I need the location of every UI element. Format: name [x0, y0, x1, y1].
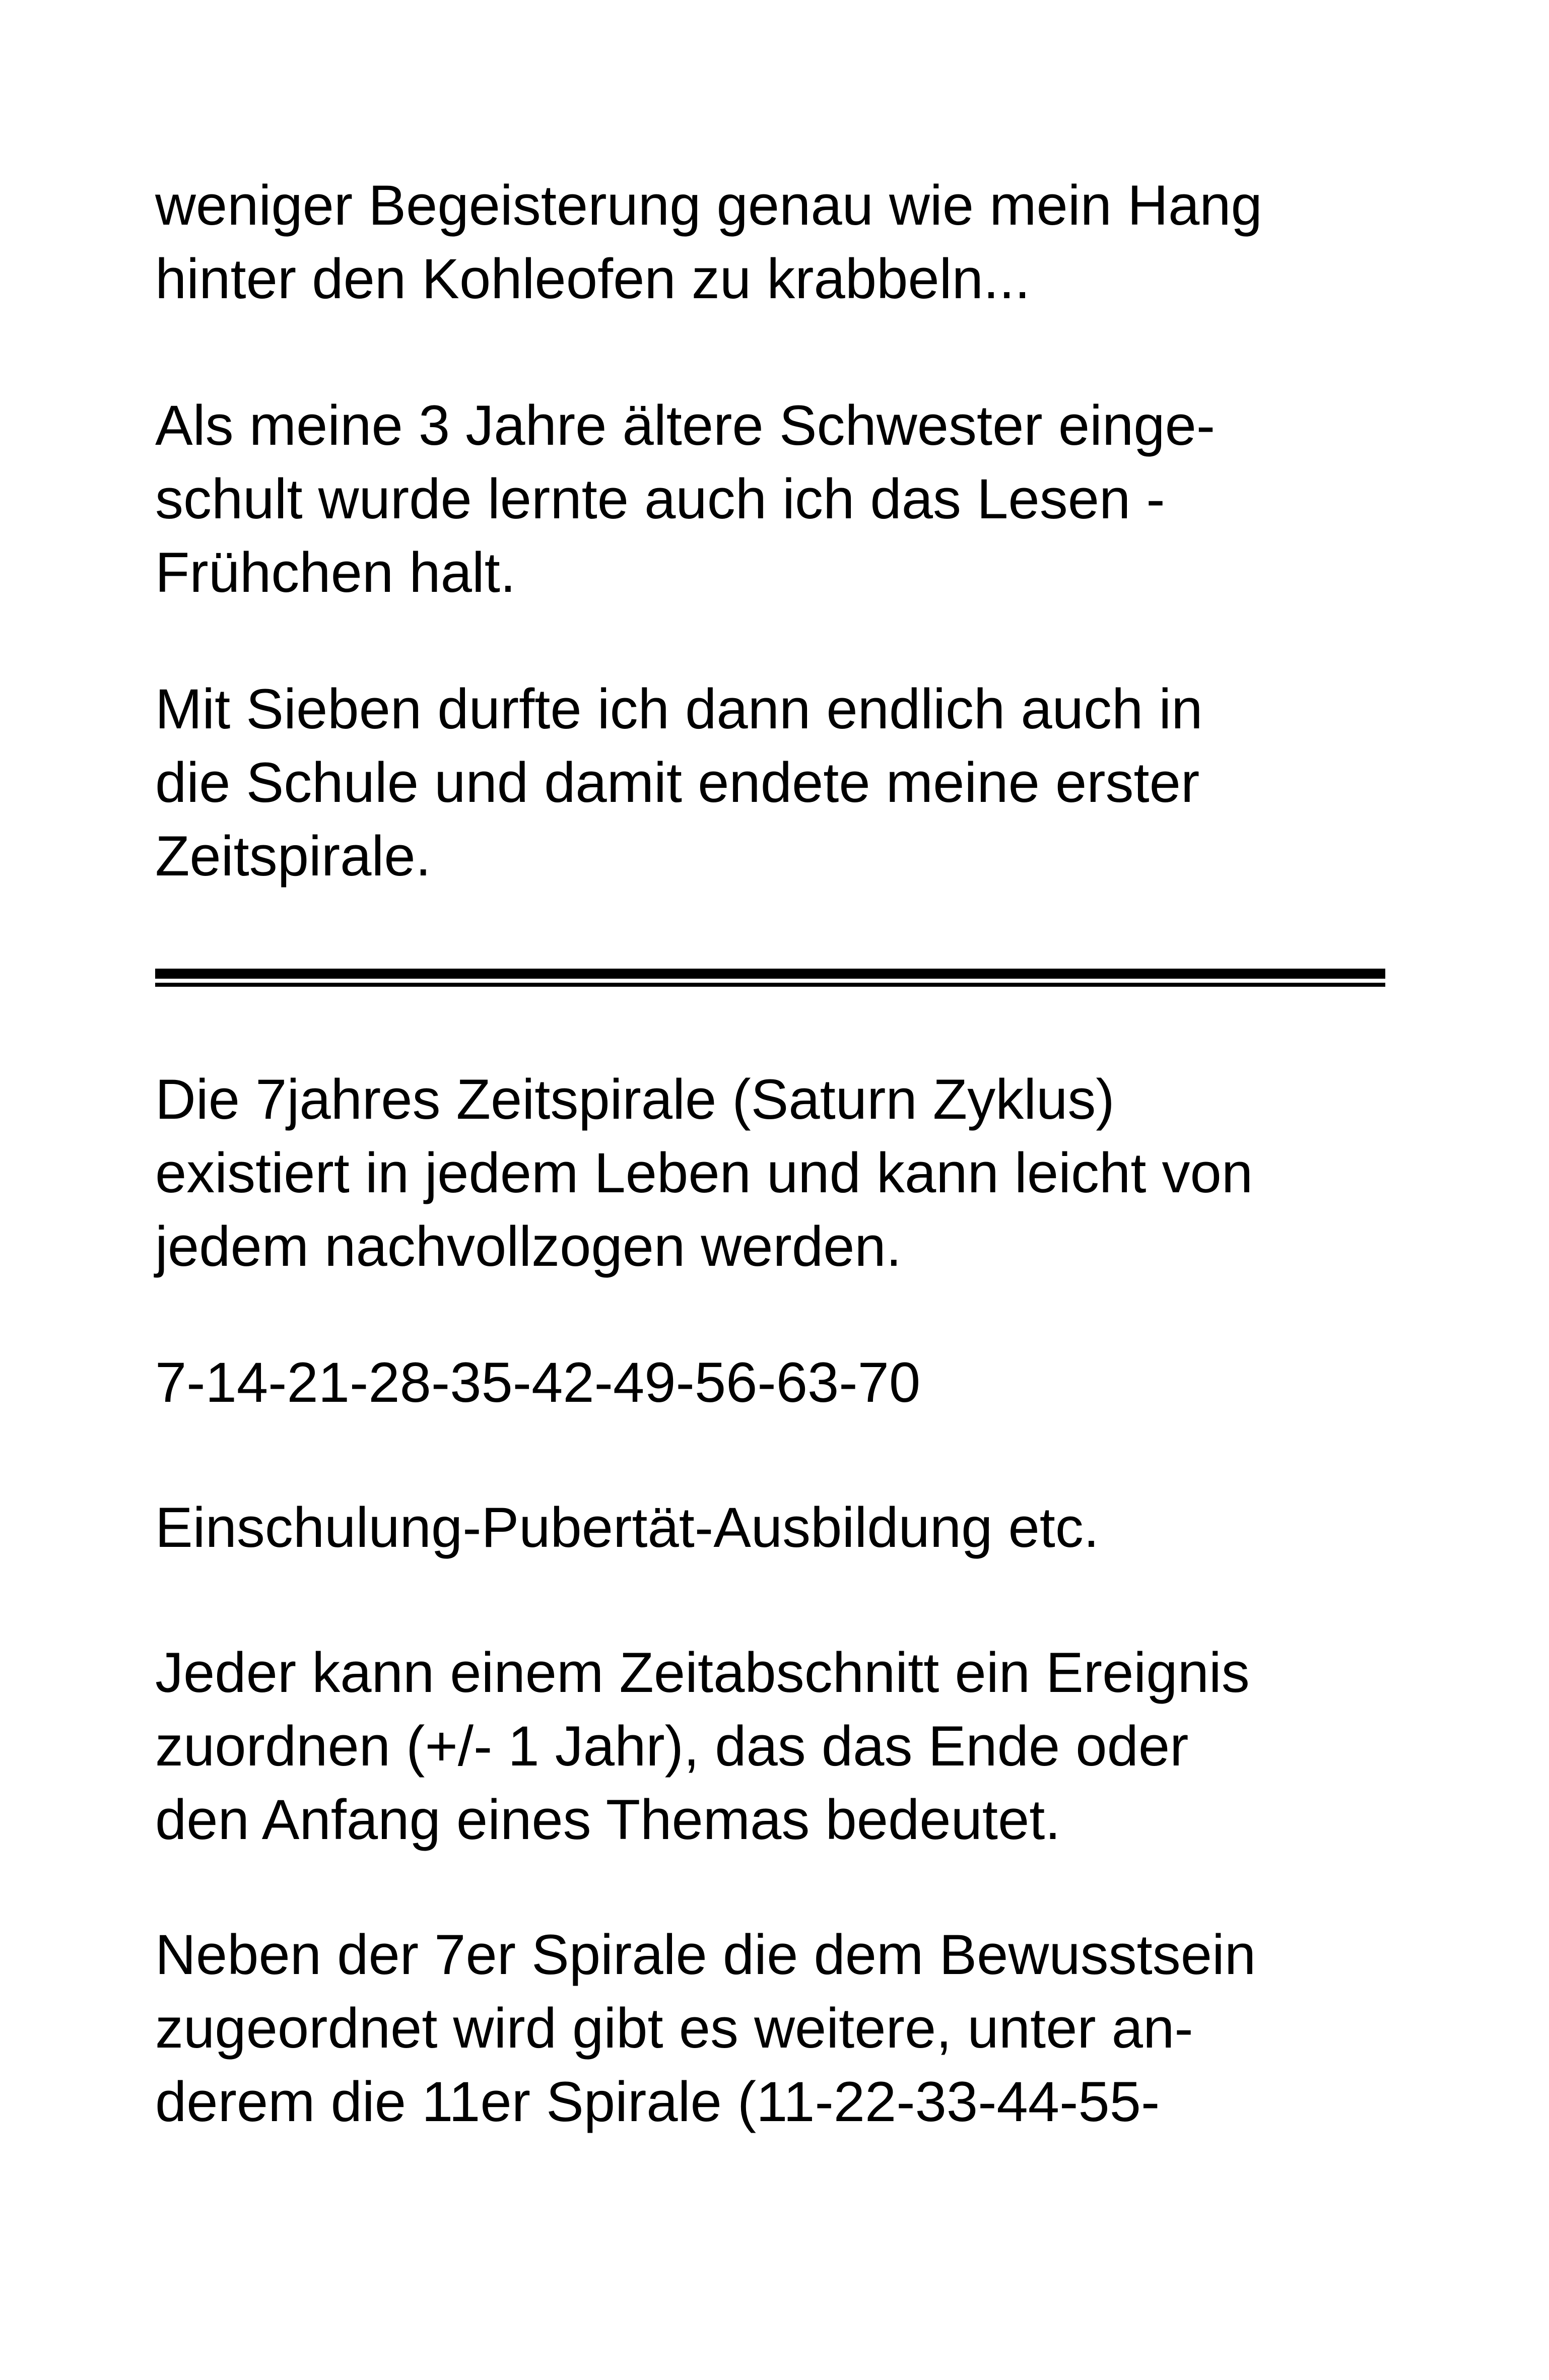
section-divider-thick [155, 969, 1385, 979]
text-line: 7-14-21-28-35-42-49-56-63-70 [155, 1351, 921, 1414]
text-line: Jeder kann einem Zeitabschnitt ein Ereignis [155, 1641, 1250, 1704]
text-line: schult wurde lernte auch ich das Lesen - [155, 467, 1165, 530]
text-line: Zeitspirale. [155, 825, 431, 888]
text-line: Einschulung-Pubertät-Ausbildung etc. [155, 1496, 1100, 1559]
text-line: existiert in jedem Leben und kann leicht von [155, 1141, 1253, 1204]
text-line: zugeordnet wird gibt es weitere, unter an- [155, 1997, 1193, 2060]
section-divider-thin [155, 983, 1385, 987]
text-line: den Anfang eines Themas bedeutet. [155, 1788, 1061, 1851]
text-line: derem die 11er Spirale (11-22-33-44-55- [155, 2070, 1160, 2133]
paragraph-ereignis [155, 1636, 1394, 1857]
text-line: Neben der 7er Spirale die dem Bewusstsein [155, 1923, 1256, 1986]
paragraph-11er-spirale [155, 1918, 1394, 2139]
text-line: die Schule und damit endete meine erster [155, 751, 1200, 814]
text-line: hinter den Kohleofen zu krabbeln... [155, 247, 1031, 310]
text-line: Als meine 3 Jahre ältere Schwester einge- [155, 394, 1216, 457]
text-line: Mit Sieben durfte ich dann endlich auch in [155, 677, 1203, 740]
text-line: weniger Begeisterung genau wie mein Hang [155, 174, 1262, 237]
paragraph-number-sequence [155, 1346, 1394, 1419]
text-line: zuordnen (+/- 1 Jahr), das das Ende oder [155, 1715, 1189, 1778]
paragraph-kohleofen [155, 169, 1394, 316]
paragraph-einschulung [155, 672, 1394, 893]
text-line: jedem nachvollzogen werden. [155, 1215, 902, 1278]
text-line: Die 7jahres Zeitspirale (Saturn Zyklus) [155, 1068, 1115, 1131]
paragraph-schwester [155, 389, 1394, 609]
paragraph-saturn-zyklus [155, 1063, 1394, 1283]
text-line: Frühchen halt. [155, 541, 516, 604]
paragraph-life-stages [155, 1491, 1394, 1565]
